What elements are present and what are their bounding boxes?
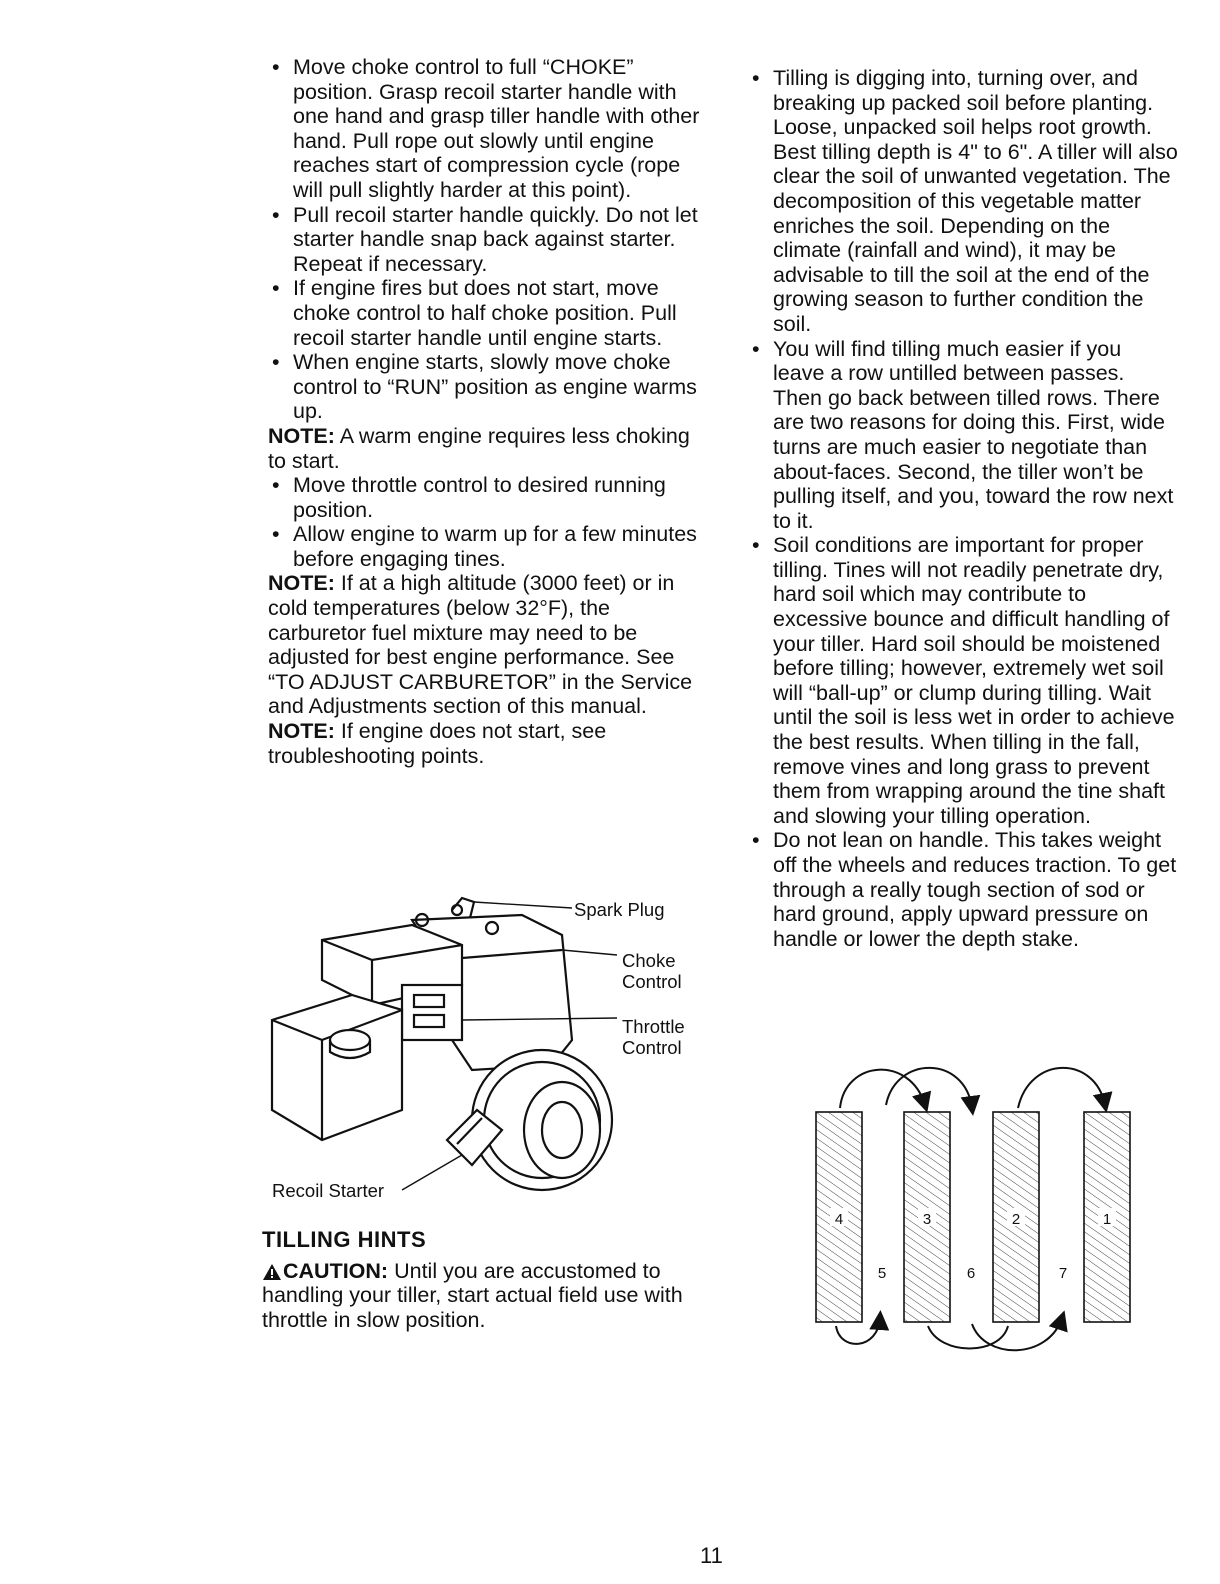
- list-item: • You will find tilling much easier if you leave a row untilled between passes. Then go back between tilled rows. There are two reasons for doing this. First, wide turns are much easier to negotiate than about-faces. Second, the tiller won’t be pulling itself, and you, toward the row next to it.: [748, 337, 1178, 534]
- gap-label: 5: [877, 1265, 887, 1282]
- strip-label: 4: [834, 1211, 844, 1228]
- label-choke-control-2: Control: [622, 971, 682, 992]
- list-item: • Move throttle control to desired running position.: [268, 473, 708, 522]
- label-recoil-starter: Recoil Starter: [272, 1180, 385, 1201]
- label-throttle-control-2: Control: [622, 1037, 682, 1058]
- note-label: NOTE:: [268, 719, 335, 744]
- page-number: 11: [700, 1543, 723, 1568]
- warning-icon: [262, 1263, 282, 1281]
- starting-steps-list: [268, 55, 708, 424]
- warmup-steps-list: [268, 473, 708, 571]
- list-item: • Tilling is digging into, turning over, and breaking up packed soil before planting. Loose, unpacked soil helps root growth. Best tilling depth is 4" to 6". A tiller will also clear the soil of unwanted vegetation. The decomposition of this vegetable matter enriches the soil. Depending on the climate (rainfall and wind), it may be advisable to till the soil at the end of the growing season to further condition the soil.: [748, 66, 1178, 337]
- gap-label: 7: [1058, 1265, 1068, 1282]
- list-item: • Move choke control to full “CHOKE” position. Grasp recoil starter handle with one hand and grasp tiller handle with other hand. Pull rope out slowly until engine reaches start of compression cycle (rope will pull slightly harder at this point).: [268, 55, 708, 203]
- list-item: • When engine starts, slowly move choke control to “RUN” position as engine warms up.: [268, 350, 708, 424]
- note-text: If at a high altitude (3000 feet) or in cold temperatures (below 32°F), the carburetor fuel mixture may need to be adjusted for best engine performance. See “TO ADJUST CARBURETOR” in the Service and Adjustments section of this manual.: [268, 571, 693, 719]
- list-item: • Soil conditions are important for proper tilling. Tines will not readily penetrate dry, hard soil which may contribute to excessive bounce and difficult handling of your tiller. Hard soil should be moistened before tilling; however, extremely wet soil will “ball-up” or clump during tilling. Wait until the soil is less wet in order to achieve the best results. When tilling in the fall, remove vines and long grass to prevent them from wrapping around the tine shaft and slowing your tilling operation.: [748, 533, 1178, 828]
- note-label: NOTE:: [268, 423, 335, 448]
- note-text: If engine does not start, see troubleshooting points.: [268, 719, 607, 768]
- turn-arrow: [928, 1326, 1008, 1349]
- section-heading: TILLING HINTS: [262, 1227, 427, 1252]
- caution-text: Until you are accustomed to handling your tiller, start actual field use with throttle in slow position.: [262, 1258, 683, 1332]
- strip-label: 1: [1102, 1211, 1112, 1228]
- label-throttle-control-1: Throttle: [622, 1016, 685, 1037]
- note-warm-engine: [268, 424, 708, 473]
- note-troubleshooting: [268, 719, 708, 768]
- list-item: • Pull recoil starter handle quickly. Do not let starter handle snap back against starter. Repeat if necessary.: [268, 203, 708, 277]
- right-column: [748, 66, 1178, 951]
- note-label: NOTE:: [268, 571, 335, 596]
- caution-label: CAUTION:: [283, 1258, 389, 1283]
- turn-arrow: [840, 1070, 925, 1108]
- note-text: A warm engine requires less choking to start.: [268, 423, 690, 473]
- list-item: • Do not lean on handle. This takes weight off the wheels and reduces traction. To get through a really tough section of sod or hard ground, apply upward pressure on handle or lower the depth stake.: [748, 828, 1178, 951]
- label-spark-plug: Spark Plug: [574, 899, 665, 920]
- list-item: • If engine fires but does not start, move choke control to half choke position. Pull recoil starter handle until engine starts.: [268, 276, 708, 350]
- tilling-hints-list: [748, 66, 1178, 951]
- label-choke-control-1: Choke: [622, 950, 676, 971]
- list-item: • Allow engine to warm up for a few minutes before engaging tines.: [268, 522, 708, 571]
- note-altitude: [268, 571, 708, 719]
- strip-label: 2: [1011, 1211, 1021, 1228]
- left-column: [268, 55, 708, 768]
- caution-paragraph: [262, 1259, 712, 1333]
- tilling-row-diagram: [800, 1050, 1150, 1360]
- gap-label: 6: [966, 1265, 976, 1282]
- strip-label: 3: [922, 1211, 932, 1228]
- tilling-hints-section: [262, 1228, 712, 1332]
- turn-arrow: [1018, 1068, 1105, 1108]
